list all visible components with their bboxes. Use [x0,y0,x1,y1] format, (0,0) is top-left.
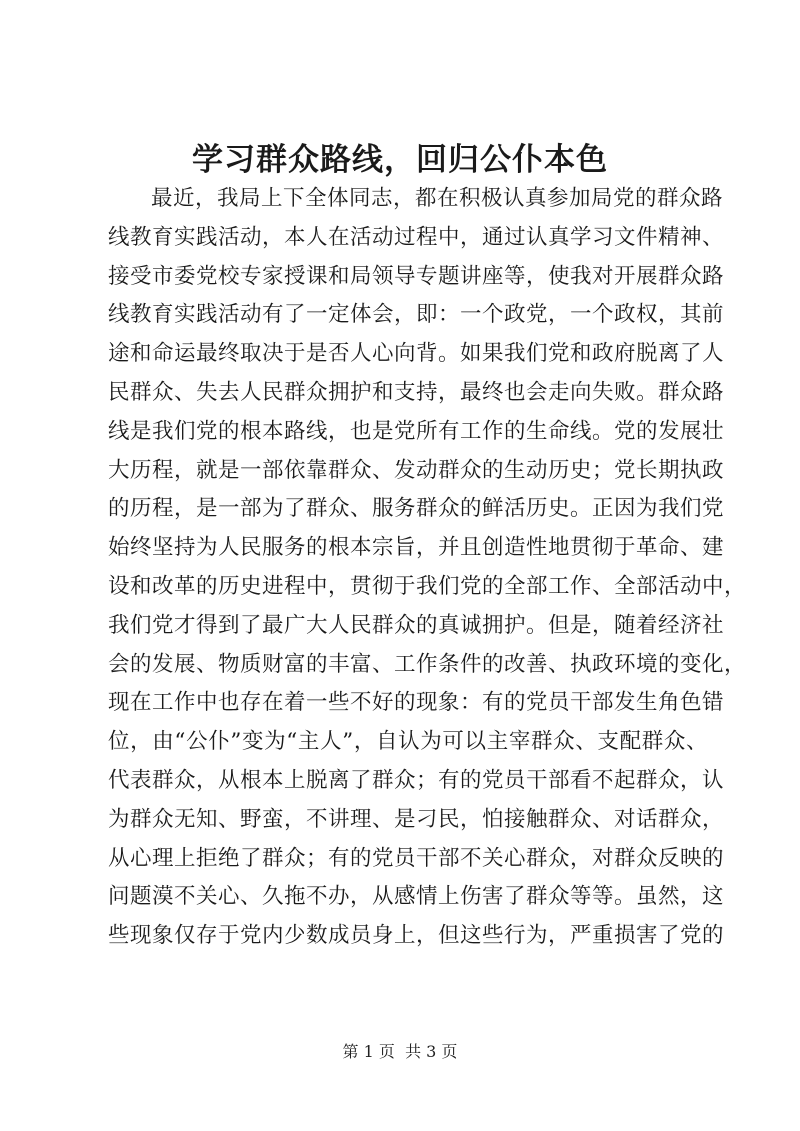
paragraph-line: 我们党才得到了最广大人民群众的真诚拥护。但是，随着经济社 [108,612,725,638]
page-footer [0,1042,800,1062]
paragraph-line: 现在工作中也存在着一些不好的现象：有的党员干部发生角色错 [108,690,725,716]
paragraph-line: 线是我们党的根本路线，也是党所有工作的生命线。党的发展壮 [108,418,725,444]
paragraph-line: 接受市委党校专家授课和局领导专题讲座等，使我对开展群众路 [108,263,725,289]
paragraph-line: 会的发展、物质财富的丰富、工作条件的改善、执政环境的变化， [108,651,747,677]
paragraph-line: 始终坚持为人民服务的根本宗旨，并且创造性地贯彻于革命、建 [108,535,725,561]
paragraph-line: 问题漠不关心、久拖不办，从感情上伤害了群众等等。虽然，这 [108,884,725,910]
paragraph-line: 最近，我局上下全体同志，都在积极认真参加局党的群众路 [151,186,724,211]
paragraph-line: 民群众、失去人民群众拥护和支持，最终也会走向失败。群众路 [108,379,725,405]
paragraph-line: 大历程，就是一部依靠群众、发动群众的生动历史；党长期执政 [108,457,725,483]
paragraph-line: 设和改革的历史进程中，贯彻于我们党的全部工作、全部活动中， [108,573,747,599]
paragraph-line: 为群众无知、野蛮，不讲理、是刁民，怕接触群众、对话群众， [108,806,725,832]
paragraph-line: 途和命运最终取决于是否人心向背。如果我们党和政府脱离了人 [108,341,725,367]
paragraph-line: 从心理上拒绝了群众；有的党员干部不关心群众，对群众反映的 [108,845,725,871]
paragraph-line: 的历程，是一部为了群众、服务群众的鲜活历史。正因为我们党 [108,496,725,522]
paragraph-line: 线教育实践活动，本人在活动过程中，通过认真学习文件精神、 [108,224,725,250]
body-paragraph [108,180,747,956]
page-number: 第 1 页 共 3 页 [342,1042,458,1061]
paragraph-line: 代表群众，从根本上脱离了群众；有的党员干部看不起群众，认 [108,767,725,793]
document-title: 学习群众路线，回归公仆本色 [192,142,608,178]
paragraph-line: 线教育实践活动有了一定体会，即：一个政党，一个政权，其前 [108,302,725,328]
paragraph-line: 位，由“公仆”变为“主人”，自认为可以主宰群众、支配群众、 [108,729,708,755]
paragraph-line: 些现象仅存于党内少数成员身上，但这些行为，严重损害了党的 [108,923,725,949]
